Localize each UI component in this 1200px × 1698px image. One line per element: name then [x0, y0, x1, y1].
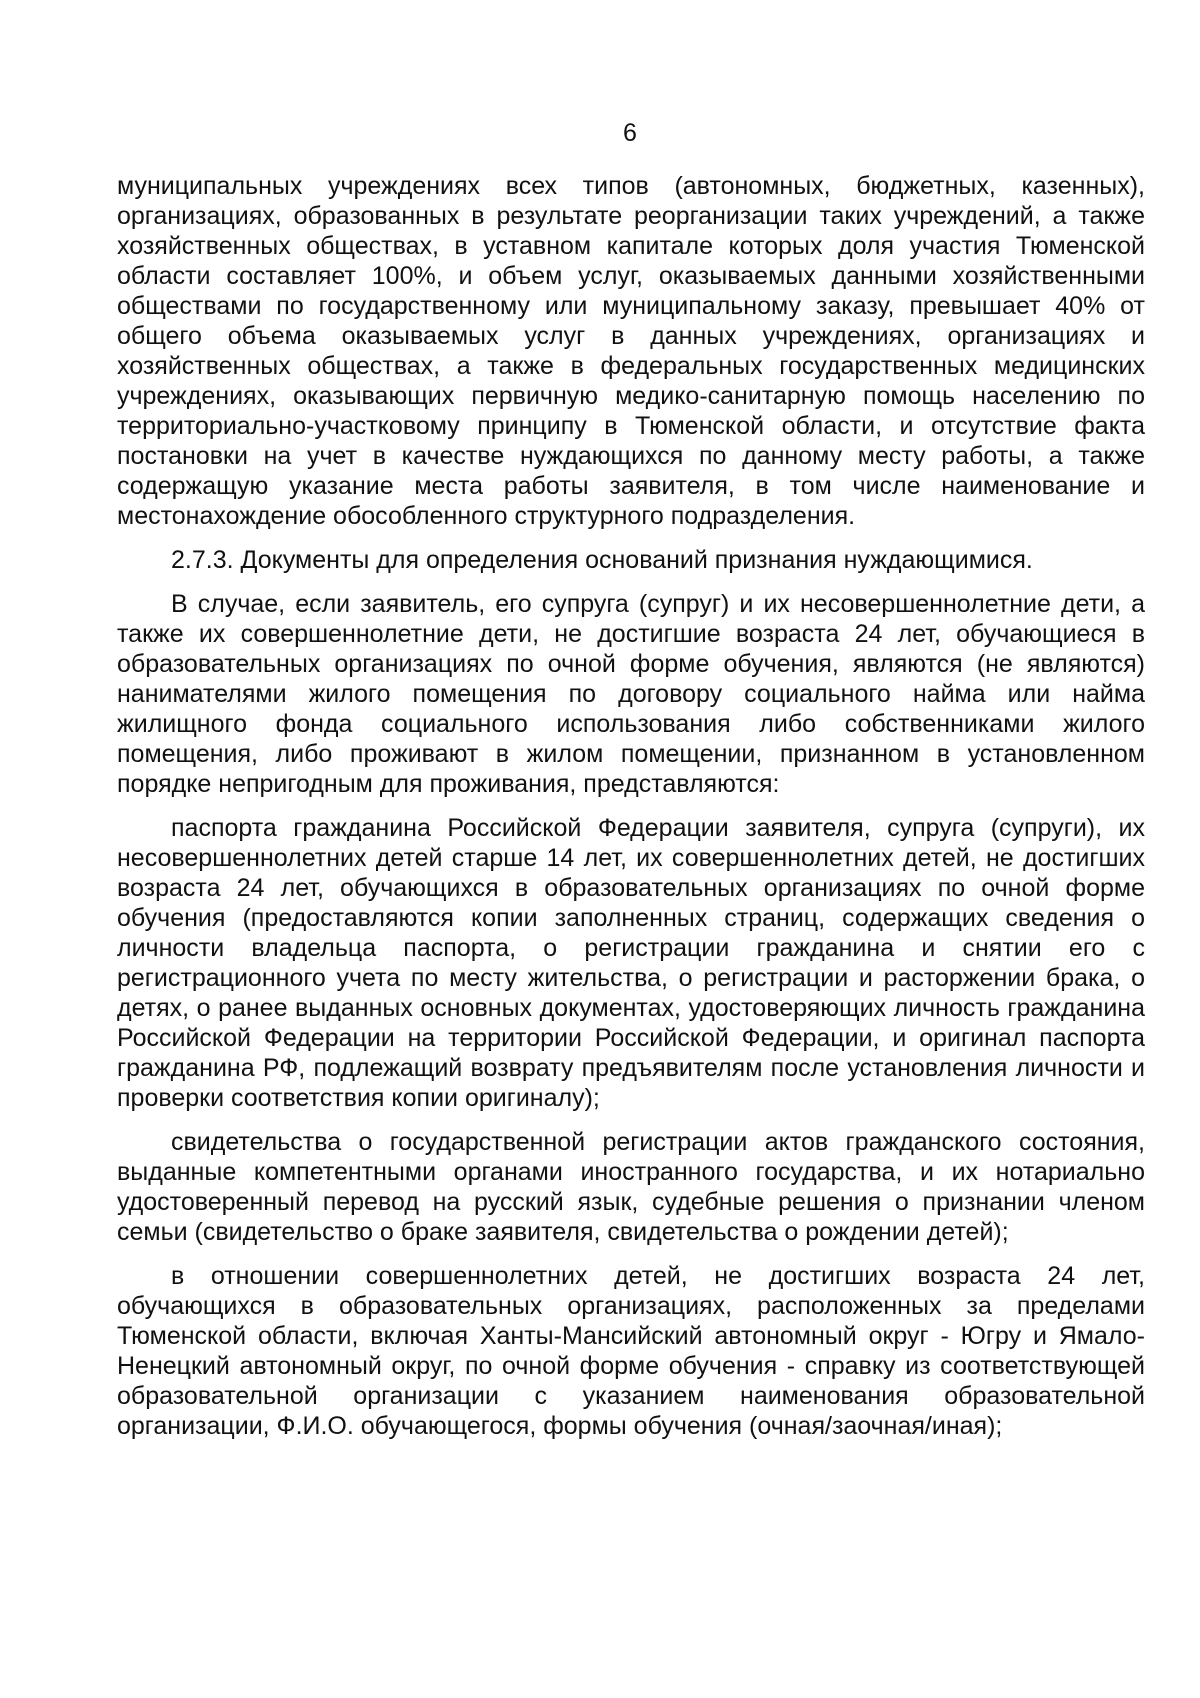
page-number: 6 — [623, 119, 637, 147]
paragraph-adult-children-students: в отношении совершеннолетних детей, не достигших возраста 24 лет, обучающихся в образовательных организациях, расположенных за пределами Тюменской области, включая Ханты-Мансийский автономный округ - Югру и Ямало-Ненецкий автономный округ, по очной форме обучения - справку из соответствующей образовательной организации с указанием наименования образовательной организации, Ф.И.О. обучающегося, формы обучения (очная/заочная/иная); — [117, 1262, 1145, 1440]
paragraph-section-heading: 2.7.3. Документы для определения оснований признания нуждающимися. — [171, 546, 1033, 574]
paragraph-passports: паспорта гражданина Российской Федерации заявителя, супруга (супруги), их несовершеннолетних детей старше 14 лет, их совершеннолетних детей, не достигших возраста 24 лет, обучающихся в образовательных организациях по очной форме обучения (предоставляются копии заполненных страниц, содержащих сведения о личности владельца паспорта, о регистрации гражданина и снятии его с регистрационного учета по месту жительства, о регистрации и расторжении брака, о детях, о ранее выданных основных документах, удостоверяющих личность гражданина Российской Федерации на территории Российской Федерации, и оригинал паспорта гражданина РФ, подлежащий возврату предъявителям после установления личности и проверки соответствия копии оригиналу); — [117, 814, 1145, 1112]
paragraph-continuation: муниципальных учреждениях всех типов (автономных, бюджетных, казенных), организациях, образованных в результате реорганизации таких учреждений, а также хозяйственных обществах, в уставном капитале которых доля участия Тюменской области составляет 100%, и объем услуг, оказываемых данными хозяйственными обществами по государственному или муниципальному заказу, превышает 40% от общего объема оказываемых услуг в данных учреждениях, организациях и хозяйственных обществах, а также в федеральных государственных медицинских учреждениях, оказывающих первичную медико-санитарную помощь населению по территориально-участковому принципу в Тюменской области, и отсутствие факта постановки на учет в качестве нуждающихся по данному месту работы, а также содержащую указание места работы заявителя, в том числе наименование и местонахождение обособленного структурного подразделения. — [117, 172, 1145, 530]
document-body — [117, 171, 1145, 1455]
paragraph-case-intro: В случае, если заявитель, его супруга (супруг) и их несовершеннолетние дети, а также их совершеннолетние дети, не достигшие возраста 24 лет, обучающиеся в образовательных организациях по очной форме обучения, являются (не являются) нанимателями жилого помещения по договору социального найма или найма жилищного фонда социального использования либо собственниками жилого помещения, либо проживают в жилом помещении, признанном в установленном порядке непригодным для проживания, представляются: — [117, 590, 1145, 798]
paragraph-civil-certificates: свидетельства о государственной регистрации актов гражданского состояния, выданные компетентными органами иностранного государства, и их нотариально удостоверенный перевод на русский язык, судебные решения о признании членом семьи (свидетельство о браке заявителя, свидетельства о рождении детей); — [117, 1128, 1145, 1246]
